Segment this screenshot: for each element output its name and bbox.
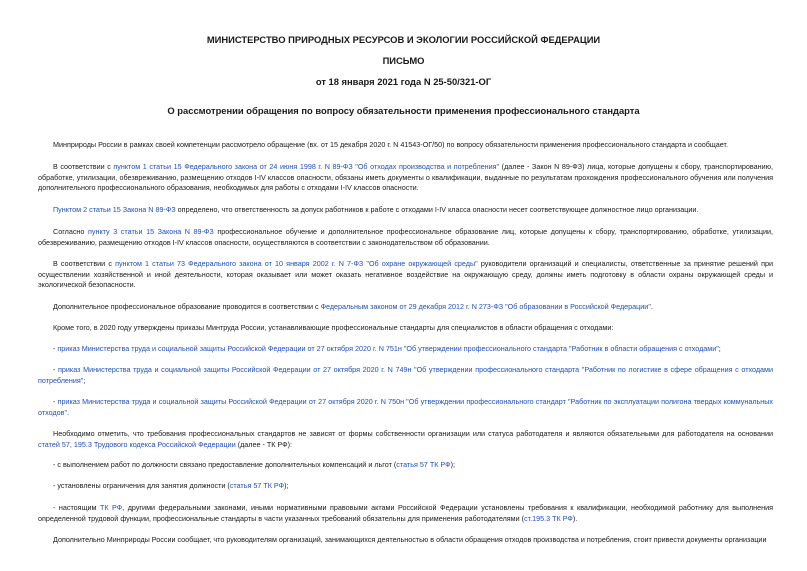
paragraph-3 — [38, 205, 773, 216]
link-law-89fz-art15-p2[interactable]: Пунктом 2 статьи 15 Закона N 89-ФЗ — [53, 205, 176, 214]
paragraph-5 — [38, 259, 773, 291]
link-labor-code-art57-a[interactable]: статья 57 ТК РФ — [396, 460, 451, 469]
list-item-restrictions — [38, 481, 773, 492]
list-item-compensations — [38, 460, 773, 471]
list-item-qualification — [38, 503, 773, 524]
link-order-751n[interactable]: приказ Министерства труда и социальной защиты Российской Федерации от 27 октября 2020 г. N 751н "Об утверждении профессионального стандарта "Работник в области обращения с отходами" — [57, 344, 719, 353]
link-law-273fz[interactable]: Федеральным законом от 29 декабря 2012 г. N 273-ФЗ "Об образовании в Российской Федерации" — [320, 302, 651, 311]
list-item-dash: - — [53, 397, 58, 406]
paragraph-2-text-b: (далее - Закон N 89-ФЗ) лица, которые допущены к сбору, транспортированию, обработке, утилизации, обезвреживанию, размещению отходов I-IV классов опасности, обязаны иметь документы о квалификации, выданные по результатам прохождения профессионального обучения или получения дополнительного профессионального образования, необходимых для работы с отходами I-IV классов опасности. — [38, 162, 773, 192]
list-item-order-750n — [38, 397, 773, 418]
paragraph-6-text-a: Дополнительное профессиональное образование проводится в соответствии с — [53, 302, 321, 311]
paragraph-3-text: определено, что ответственность за допуск работников к работе с отходами I-IV класса опасности несет соответствующее должностное лицо организации. — [175, 205, 699, 214]
link-labor-code-art57-1953[interactable]: статей 57, 195.3 Трудового кодекса Российской Федерации — [38, 439, 236, 449]
link-law-7fz-art73[interactable]: пунктом 1 статьи 73 Федерального закона от 10 января 2002 г. N 7-ФЗ "Об охране окружающей среды" — [115, 259, 478, 268]
paragraph-4 — [38, 227, 773, 248]
paragraph-5-text-b: руководители организаций и специалисты, ответственные за принятие решений при осуществлении хозяйственной и иной деятельности, которая оказывает или может оказать негативное воздействие на окружающую среду, должны иметь подготовку в области охраны окружающей среды и экологической безопасности. — [38, 259, 773, 289]
paragraph-4-text-a: Согласно — [53, 227, 88, 236]
paragraph-2-text-a: В соответствии с — [53, 162, 114, 171]
link-law-89fz-art15-p1[interactable]: пунктом 1 статьи 15 Федерального закона от 24 июня 1998 г. N 89-ФЗ "Об отходах производства и потребления" — [113, 162, 500, 171]
list-item-dash: - — [53, 344, 58, 353]
document-type: ПИСЬМО — [382, 55, 425, 66]
paragraph-7: Кроме того, в 2020 году утверждены приказы Минтруда России, устанавливающие профессиональные стандарты для специалистов в области обращения с отходами: — [53, 323, 614, 332]
list-item-text-a: - с выполнением работ по должности связано предоставление дополнительных компенсаций и льгот ( — [53, 460, 397, 469]
list-item-end: . — [67, 407, 70, 417]
paragraph-1: Минприроды России в рамках своей компетенции рассмотрело обращение (вх. от 15 декабря 2020 г. N 41543-ОГ/50) по вопросу обязательности применения профессионального стандарта и сообщает. — [53, 140, 728, 149]
paragraph-11-text-a: Необходимо отметить, что требования профессиональных стандартов не зависят от формы собственности организации или статуса работодателя и являются обязательными для работодателя на основании — [53, 429, 773, 438]
paragraph-11-text-b: (далее - ТК РФ): — [235, 439, 293, 449]
link-order-750n[interactable]: приказ Министерства труда и социальной защиты Российской Федерации от 27 октября 2020 г. N 750н "Об утверждении профессионального стандарт "Работник по эксплуатации полигона твердых коммунальных отходов" — [38, 397, 774, 417]
paragraph-11 — [38, 429, 773, 450]
list-item-text-c: ). — [572, 513, 578, 523]
ministry-heading: МИНИСТЕРСТВО ПРИРОДНЫХ РЕСУРСОВ И ЭКОЛОГИИ РОССИЙСКОЙ ФЕДЕРАЦИИ — [206, 34, 601, 45]
document-subject: О рассмотрении обращения по вопросу обязательности применения профессионального стандарта — [167, 105, 640, 116]
link-labor-code-art1953[interactable]: ст.195.3 ТК РФ — [524, 513, 573, 523]
link-law-89fz-art15-p3[interactable]: пункту 3 статьи 15 Закона N 89-ФЗ — [88, 227, 214, 236]
list-item-order-749n — [38, 365, 773, 386]
list-item-text-b: ); — [284, 481, 289, 490]
list-item-order-751n — [38, 344, 773, 355]
list-item-text-b: , другими федеральными законами, иными нормативными правовыми актами Российской Федерации установлены требования к квалификации, необходимой работнику для выполнения определенной трудовой функции, профессиональные стандарты в части указанных требований обязательны для применения работодателями ( — [38, 503, 773, 523]
paragraph-15: Дополнительно Минприроды России сообщает, что руководителям организаций, занимающихся деятельностью в области обращения отходов производства и потребления, стоит привести документы организации — [53, 535, 767, 544]
paragraph-5-text-a: В соответствии с — [53, 259, 116, 268]
paragraph-6 — [38, 302, 773, 313]
list-item-text-b: ); — [450, 460, 455, 469]
link-labor-code-art57-b[interactable]: статья 57 ТК РФ — [229, 481, 285, 490]
paragraph-2 — [38, 162, 773, 194]
document-date-number: от 18 января 2021 года N 25-50/321-ОГ — [315, 76, 492, 87]
paragraph-4-text-b: профессиональное обучение и дополнительное профессиональное образование лиц, которые допущены к сбору, транспортированию, обработке, утилизации, обезвреживанию, размещению отходов I-IV классов опасности, осуществляются в соответствии с законодательством об образовании. — [38, 227, 773, 247]
list-item-text-a: - настоящим — [53, 503, 100, 512]
link-labor-code[interactable]: ТК РФ — [99, 503, 123, 512]
list-item-end: ; — [718, 344, 721, 353]
list-item-dash: - — [53, 365, 59, 374]
list-item-text-a: - установлены ограничения для занятия должности ( — [53, 481, 230, 490]
list-item-end: ; — [83, 375, 86, 385]
link-order-749n[interactable]: приказ Министерства труда и социальной защиты Российской Федерации от 27 октября 2020 г. N 749н "Об утверждении профессионального стандарта "Работник по логистике в сфере обращения с отходами потребления" — [38, 365, 773, 385]
paragraph-6-text-b: . — [650, 302, 653, 311]
